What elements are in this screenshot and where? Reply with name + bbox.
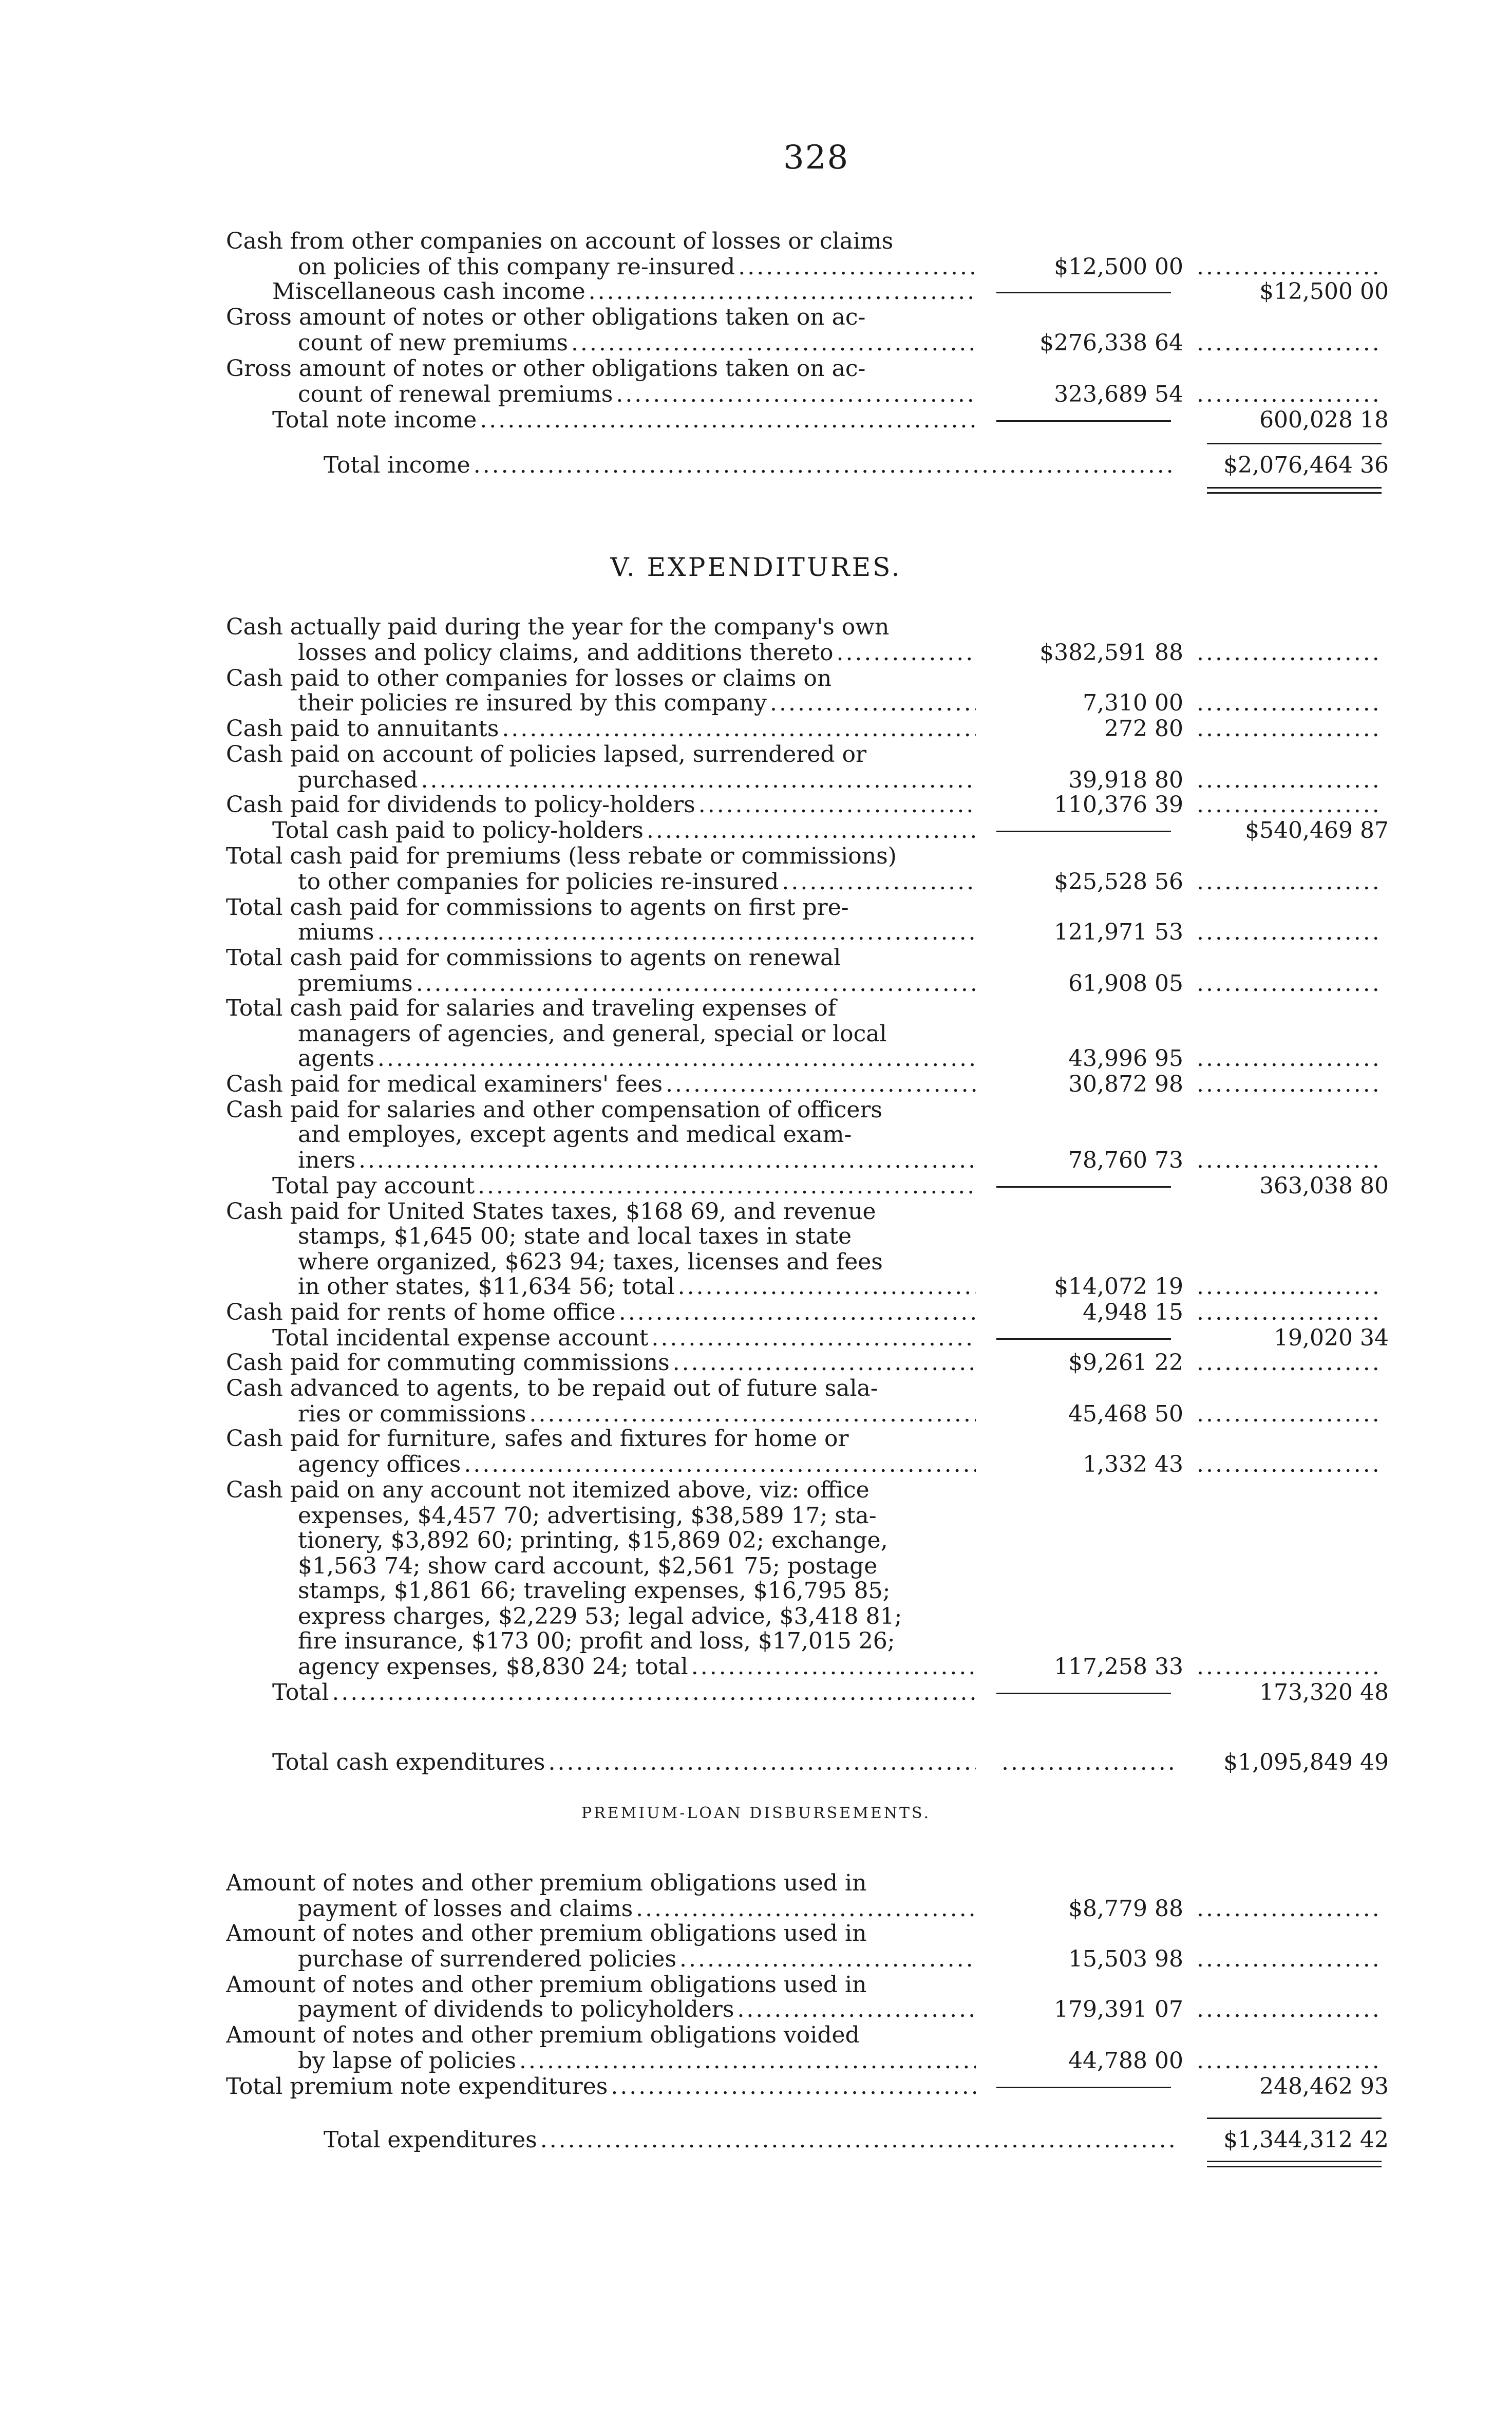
- income-row: [0, 452, 1512, 479]
- expenditure-row-label: [298, 1147, 976, 1174]
- expenditure-row-label: [298, 1553, 976, 1580]
- premium-loan-row-label: [226, 1920, 976, 1947]
- expenditure-row-label: [298, 1503, 976, 1529]
- expenditure-row-text: and employes, except agents and medical exam-: [298, 1121, 852, 1148]
- expenditure-row: [0, 741, 1512, 768]
- income-row-text: Cash from other companies on account of losses or claims: [226, 228, 894, 254]
- premium-loan-row-label: [298, 2048, 976, 2074]
- expenditure-amount: 117,258 33: [1054, 1654, 1183, 1680]
- dot-leader: [1197, 970, 1382, 997]
- expenditure-row-label: [226, 1198, 976, 1225]
- column-rule: [996, 1693, 1171, 1694]
- expenditure-row-label: [298, 1223, 976, 1250]
- total-double-rule: [1207, 2166, 1382, 2167]
- premium-loan-heading: PREMIUM-LOAN DISBURSEMENTS.: [581, 1804, 931, 1822]
- dot-leader: [770, 690, 976, 717]
- dot-leader: [1197, 1654, 1382, 1680]
- income-row-text: Total income: [324, 452, 470, 478]
- expenditure-row-text: their policies re insured by this company: [298, 690, 767, 716]
- expenditure-row-text: Cash paid on any account not itemized above, viz: office: [226, 1477, 870, 1503]
- expenditure-amount: $14,072 19: [1054, 1273, 1183, 1300]
- dot-leader: [377, 1045, 976, 1072]
- expenditure-row: [0, 894, 1512, 921]
- column-rule: [996, 1186, 1171, 1188]
- expenditure-row-label: [298, 1045, 976, 1072]
- dot-leader: [679, 1946, 976, 1973]
- expenditure-row-label: [298, 1628, 976, 1655]
- income-row: [0, 355, 1512, 382]
- dot-leader: [1197, 1350, 1382, 1376]
- dot-leader: [1197, 1045, 1382, 1072]
- expenditure-row-text: Total cash expenditures: [272, 1749, 545, 1775]
- income-row: [0, 330, 1512, 357]
- expenditure-total: $540,469 87: [1245, 817, 1389, 844]
- expenditure-row: [0, 1325, 1512, 1352]
- expenditure-row-label: [298, 767, 976, 794]
- income-row: [0, 304, 1512, 331]
- dot-leader: [464, 1451, 976, 1478]
- dot-leader: [571, 330, 976, 357]
- premium-loan-row: [0, 1996, 1512, 2023]
- dot-leader: [678, 1273, 976, 1300]
- expenditure-row-text: Total cash paid for salaries and traveling expenses of: [226, 995, 836, 1021]
- expenditure-row-text: where organized, $623 94; taxes, licenses and fees: [298, 1249, 883, 1275]
- premium-loan-row-text: Total expenditures: [324, 2127, 537, 2153]
- dot-leader: [836, 640, 976, 666]
- dot-leader: [1197, 330, 1382, 357]
- expenditure-row: [0, 665, 1512, 692]
- expenditure-row-text: Cash actually paid during the year for the company's own: [226, 614, 890, 640]
- dot-leader: [1197, 690, 1382, 717]
- expenditure-row: [0, 767, 1512, 794]
- expenditure-row-text: stamps, $1,645 00; state and local taxes in state: [298, 1223, 852, 1249]
- expenditure-row-text: managers of agencies, and general, special or local: [298, 1021, 887, 1047]
- expenditure-row: [0, 716, 1512, 742]
- expenditure-row-label: [298, 1578, 976, 1604]
- premium-loan-row: [0, 1972, 1512, 1998]
- expenditure-row-label: [226, 945, 976, 971]
- premium-loan-row-label: [226, 2073, 976, 2100]
- expenditure-amount: $9,261 22: [1068, 1350, 1183, 1376]
- expenditure-row: [0, 1679, 1512, 1706]
- income-row: [0, 254, 1512, 280]
- dot-leader: [1197, 2048, 1382, 2074]
- income-amount: 323,689 54: [1054, 381, 1183, 407]
- premium-loan-row: [0, 1920, 1512, 1947]
- dot-leader: [1197, 1147, 1382, 1174]
- expenditure-row: [0, 1249, 1512, 1276]
- expenditure-row-label: [298, 1603, 976, 1630]
- dot-leader: [1001, 1749, 1176, 1776]
- income-row-label: [226, 304, 976, 331]
- expenditure-row: [0, 1173, 1512, 1200]
- expenditure-row: [0, 1198, 1512, 1225]
- dot-leader: [1197, 1299, 1382, 1326]
- dot-leader: [530, 1401, 976, 1428]
- expenditure-amount: 45,468 50: [1068, 1401, 1183, 1427]
- expenditure-amount: 1,332 43: [1083, 1451, 1183, 1477]
- expenditure-row: [0, 1628, 1512, 1655]
- dot-leader: [691, 1654, 976, 1680]
- expenditure-row: [0, 1654, 1512, 1680]
- expenditure-row-text: Total cash paid for premiums (less rebate or commissions): [226, 843, 897, 869]
- premium-loan-row-text: Total premium note expenditures: [226, 2073, 608, 2100]
- premium-loan-row-text: Amount of notes and other premium obligations voided: [226, 2022, 860, 2048]
- expenditure-row-text: to other companies for policies re-insured: [298, 869, 779, 895]
- premium-loan-row: [0, 2048, 1512, 2074]
- expenditure-row: [0, 792, 1512, 818]
- expenditure-amount: 61,908 05: [1068, 970, 1183, 997]
- premium-loan-row: [0, 2073, 1512, 2100]
- premium-loan-row-label: [298, 1996, 976, 2023]
- dot-leader: [377, 919, 976, 946]
- expenditure-row-label: [226, 1426, 976, 1452]
- expenditure-row-text: iners: [298, 1147, 356, 1173]
- dot-leader: [616, 381, 976, 408]
- total-double-rule: [1207, 2161, 1382, 2162]
- expenditure-amount: 121,971 53: [1054, 919, 1183, 945]
- income-amount: $12,500 00: [1054, 254, 1183, 280]
- premium-loan-row-text: Amount of notes and other premium obligations used in: [226, 1972, 867, 1998]
- dot-leader: [1197, 381, 1382, 408]
- expenditure-row: [0, 1097, 1512, 1123]
- dot-leader: [548, 1749, 976, 1776]
- expenditure-row-text: Cash paid for dividends to policy-holders: [226, 792, 695, 818]
- premium-loan-row-label: [324, 2127, 1176, 2153]
- expenditure-row-label: [226, 1071, 976, 1098]
- expenditure-row-text: $1,563 74; show card account, $2,561 75; postage: [298, 1553, 878, 1579]
- dot-leader: [1197, 716, 1382, 742]
- expenditure-row-label: [298, 690, 976, 717]
- dot-leader: [1197, 1996, 1382, 2023]
- premium-loan-amount: 15,503 98: [1068, 1946, 1183, 1972]
- expenditure-row-text: Total cash paid to policy-holders: [272, 817, 644, 844]
- expenditure-row-text: expenses, $4,457 70; advertising, $38,589 17; sta-: [298, 1503, 877, 1529]
- dot-leader: [540, 2127, 1176, 2153]
- income-total: 600,028 18: [1259, 407, 1389, 433]
- expenditure-row-text: express charges, $2,229 53; legal advice, $3,418 81;: [298, 1603, 902, 1629]
- expenditure-total: 173,320 48: [1259, 1679, 1389, 1706]
- premium-loan-row-text: Amount of notes and other premium obligations used in: [226, 1920, 867, 1946]
- premium-loan-row: [0, 2127, 1512, 2153]
- dot-leader: [421, 767, 976, 794]
- premium-loan-row-text: by lapse of policies: [298, 2048, 516, 2074]
- column-rule: [996, 2087, 1171, 2088]
- expenditure-row-label: [272, 1749, 976, 1776]
- expenditure-row-label: [226, 894, 976, 921]
- expenditure-row-label: [272, 817, 976, 844]
- premium-loan-total: 248,462 93: [1259, 2073, 1389, 2100]
- expenditure-row: [0, 1527, 1512, 1554]
- expenditure-row-label: [226, 843, 976, 870]
- expenditure-row-label: [226, 792, 976, 818]
- expenditure-row-text: Cash paid to other companies for losses or claims on: [226, 665, 832, 691]
- expenditure-row-label: [298, 869, 976, 895]
- expenditure-amount: 39,918 80: [1068, 767, 1183, 793]
- expenditure-row: [0, 945, 1512, 971]
- expenditure-row-text: Total cash paid for commissions to agents on renewal: [226, 945, 841, 971]
- expenditure-row-text: Cash paid to annuitants: [226, 716, 499, 742]
- expenditure-row: [0, 1553, 1512, 1580]
- dot-leader: [1197, 919, 1382, 946]
- dot-leader: [698, 792, 976, 818]
- income-row-label: [298, 330, 976, 357]
- premium-loan-amount: 44,788 00: [1068, 2048, 1183, 2074]
- dot-leader: [666, 1071, 976, 1098]
- expenditure-row: [0, 869, 1512, 895]
- income-row: [0, 381, 1512, 408]
- dot-leader: [738, 254, 976, 280]
- income-row-text: Gross amount of notes or other obligations taken on ac-: [226, 304, 866, 330]
- expenditure-row: [0, 970, 1512, 997]
- expenditure-total: $1,095,849 49: [1223, 1749, 1389, 1775]
- dot-leader: [651, 1325, 976, 1352]
- income-row-label: [226, 355, 976, 382]
- expenditure-row: [0, 1021, 1512, 1047]
- expenditure-row-text: Cash paid for commuting commissions: [226, 1350, 670, 1376]
- expenditure-row: [0, 1223, 1512, 1250]
- expenditure-row-label: [298, 1401, 976, 1428]
- dot-leader: [1197, 767, 1382, 794]
- expenditure-amount: 7,310 00: [1083, 690, 1183, 716]
- expenditure-row-text: stamps, $1,861 66; traveling expenses, $16,795 85;: [298, 1578, 891, 1604]
- dot-leader: [737, 1996, 976, 2023]
- income-row: [0, 228, 1512, 255]
- expenditure-row: [0, 1401, 1512, 1428]
- expenditure-row-text: miums: [298, 919, 374, 945]
- expenditure-row-text: Total pay account: [272, 1173, 475, 1199]
- expenditure-row-label: [226, 1299, 976, 1326]
- expenditure-row: [0, 1121, 1512, 1148]
- expenditure-row: [0, 1426, 1512, 1452]
- income-row-label: [298, 381, 976, 408]
- expenditure-row: [0, 690, 1512, 717]
- income-total: $2,076,464 36: [1223, 452, 1389, 478]
- expenditure-row-label: [226, 665, 976, 692]
- expenditure-row-label: [298, 1527, 976, 1554]
- expenditure-row-label: [298, 970, 976, 997]
- expenditure-row-label: [298, 1121, 976, 1148]
- expenditure-row-label: [298, 1249, 976, 1276]
- expenditure-row-text: Cash advanced to agents, to be repaid out of future sala-: [226, 1375, 878, 1401]
- income-row-label: [324, 452, 1176, 479]
- expenditure-row-label: [226, 1097, 976, 1123]
- total-double-rule: [1207, 492, 1382, 494]
- dot-leader: [1197, 1896, 1382, 1922]
- expenditure-amount: 110,376 39: [1054, 792, 1183, 818]
- expenditure-row-text: purchased: [298, 767, 418, 793]
- dot-leader: [416, 970, 976, 997]
- premium-loan-amount: 179,391 07: [1054, 1996, 1183, 2022]
- expenditure-row-label: [298, 1451, 976, 1478]
- expenditure-row-label: [298, 640, 976, 666]
- expenditure-row-text: Cash paid for rents of home office: [226, 1299, 616, 1325]
- expenditure-row-label: [298, 1273, 976, 1300]
- income-row-text: Miscellaneous cash income: [272, 278, 585, 305]
- expenditure-row: [0, 1749, 1512, 1776]
- column-rule: [996, 420, 1171, 422]
- dot-leader: [1197, 640, 1382, 666]
- income-total: $12,500 00: [1259, 278, 1389, 305]
- expenditure-row-text: agency offices: [298, 1451, 461, 1477]
- expenditure-row-label: [226, 741, 976, 768]
- expenditure-total: 19,020 34: [1274, 1325, 1389, 1351]
- expenditure-row: [0, 1603, 1512, 1630]
- dot-leader: [636, 1896, 976, 1922]
- dot-leader: [480, 407, 976, 434]
- expenditure-row-label: [272, 1679, 976, 1706]
- expenditure-row: [0, 1071, 1512, 1098]
- premium-loan-row-label: [226, 1972, 976, 1998]
- expenditure-row-label: [226, 1375, 976, 1402]
- dot-leader: [358, 1147, 976, 1174]
- income-row-label: [272, 278, 976, 305]
- dot-leader: [1197, 1401, 1382, 1428]
- expenditure-amount: 4,948 15: [1083, 1299, 1183, 1325]
- expenditure-row-text: ries or commissions: [298, 1401, 526, 1427]
- income-amount: $276,338 64: [1040, 330, 1183, 356]
- expenditure-amount: 43,996 95: [1068, 1045, 1183, 1072]
- premium-loan-row: [0, 2022, 1512, 2049]
- expenditure-row-text: agency expenses, $8,830 24; total: [298, 1654, 688, 1680]
- expenditure-amount: 30,872 98: [1068, 1071, 1183, 1097]
- income-row-text: on policies of this company re-insured: [298, 254, 735, 280]
- income-row-text: count of renewal premiums: [298, 381, 613, 407]
- expenditure-row-text: fire insurance, $173 00; profit and loss, $17,015 26;: [298, 1628, 895, 1654]
- expenditure-row-text: Cash paid for furniture, safes and fixtures for home or: [226, 1426, 849, 1452]
- expenditures-heading: V. EXPENDITURES.: [610, 552, 902, 582]
- total-double-rule: [1207, 487, 1382, 489]
- premium-loan-row: [0, 1870, 1512, 1897]
- expenditure-amount: 78,760 73: [1068, 1147, 1183, 1173]
- expenditure-row-text: Cash paid on account of policies lapsed, surrendered or: [226, 741, 867, 767]
- expenditure-row: [0, 817, 1512, 844]
- page-number: 328: [783, 139, 849, 177]
- expenditure-row-text: Total incidental expense account: [272, 1325, 649, 1351]
- dot-leader: [502, 716, 976, 742]
- expenditure-row-label: [226, 614, 976, 641]
- income-row-text: Total note income: [272, 407, 477, 433]
- expenditure-row-label: [226, 1350, 976, 1376]
- income-row-text: count of new premiums: [298, 330, 568, 356]
- premium-loan-row-label: [226, 1870, 976, 1897]
- expenditure-row: [0, 1147, 1512, 1174]
- expenditure-row: [0, 843, 1512, 870]
- expenditure-row-label: [226, 716, 976, 742]
- expenditure-row-text: Cash paid for salaries and other compensation of officers: [226, 1097, 882, 1123]
- expenditure-row: [0, 919, 1512, 946]
- expenditure-row-text: losses and policy claims, and additions thereto: [298, 640, 834, 666]
- premium-loan-row: [0, 1946, 1512, 1973]
- column-rule: [996, 292, 1171, 293]
- dot-leader: [611, 2073, 976, 2100]
- income-row: [0, 278, 1512, 305]
- premium-loan-row-label: [298, 1896, 976, 1922]
- expenditure-amount: 272 80: [1104, 716, 1183, 742]
- expenditure-row-text: Total cash paid for commissions to agents on first pre-: [226, 894, 849, 921]
- premium-loan-row-text: Amount of notes and other premium obligations used in: [226, 1870, 867, 1896]
- income-row-text: Gross amount of notes or other obligations taken on ac-: [226, 355, 866, 382]
- expenditure-row-text: Cash paid for United States taxes, $168 69, and revenue: [226, 1198, 876, 1225]
- expenditure-row-label: [226, 995, 976, 1022]
- expenditure-row-text: agents: [298, 1045, 375, 1072]
- income-row-label: [272, 407, 976, 434]
- premium-loan-total: $1,344,312 42: [1223, 2127, 1389, 2153]
- dot-leader: [332, 1679, 976, 1706]
- income-row-label: [298, 254, 976, 280]
- dot-leader: [1197, 1451, 1382, 1478]
- dot-leader: [1197, 1071, 1382, 1098]
- total-rule: [1207, 443, 1382, 444]
- premium-loan-row-text: payment of dividends to policyholders: [298, 1996, 734, 2022]
- dot-leader: [1197, 1273, 1382, 1300]
- premium-loan-row-text: purchase of surrendered policies: [298, 1946, 677, 1972]
- premium-loan-row-label: [226, 2022, 976, 2049]
- expenditure-row-text: tionery, $3,892 60; printing, $15,869 02; exchange,: [298, 1527, 888, 1553]
- expenditure-row-text: premiums: [298, 970, 413, 997]
- expenditure-amount: $382,591 88: [1040, 640, 1183, 666]
- expenditure-row-text: Total: [272, 1679, 329, 1706]
- expenditure-row-label: [272, 1173, 976, 1200]
- expenditure-row: [0, 995, 1512, 1022]
- premium-loan-row-text: payment of losses and claims: [298, 1896, 633, 1922]
- income-row-label: [226, 228, 976, 255]
- dot-leader: [647, 817, 976, 844]
- expenditure-amount: $25,528 56: [1054, 869, 1183, 895]
- dot-leader: [782, 869, 976, 895]
- income-row: [0, 407, 1512, 434]
- dot-leader: [474, 452, 1176, 479]
- dot-leader: [1197, 254, 1382, 280]
- expenditure-row: [0, 1375, 1512, 1402]
- dot-leader: [589, 278, 976, 305]
- expenditure-row: [0, 1503, 1512, 1529]
- expenditure-row: [0, 1477, 1512, 1504]
- expenditure-total: 363,038 80: [1259, 1173, 1389, 1199]
- premium-loan-row-label: [298, 1946, 976, 1973]
- premium-loan-row: [0, 1896, 1512, 1922]
- dot-leader: [673, 1350, 976, 1376]
- total-rule: [1207, 2118, 1382, 2119]
- expenditure-row-label: [298, 1654, 976, 1680]
- dot-leader: [1197, 792, 1382, 818]
- expenditure-row: [0, 1451, 1512, 1478]
- expenditure-row-label: [272, 1325, 976, 1352]
- expenditure-row: [0, 614, 1512, 641]
- dot-leader: [619, 1299, 976, 1326]
- expenditure-row-text: Cash paid for medical examiners' fees: [226, 1071, 663, 1097]
- expenditure-row: [0, 1350, 1512, 1376]
- dot-leader: [1197, 1946, 1382, 1973]
- dot-leader: [1197, 869, 1382, 895]
- column-rule: [996, 831, 1171, 832]
- expenditure-row-text: in other states, $11,634 56; total: [298, 1273, 675, 1300]
- expenditure-row-label: [226, 1477, 976, 1504]
- dot-leader: [478, 1173, 976, 1200]
- expenditure-row: [0, 1578, 1512, 1604]
- expenditure-row: [0, 1045, 1512, 1072]
- expenditure-row: [0, 1299, 1512, 1326]
- expenditure-row-label: [298, 919, 976, 946]
- expenditure-row: [0, 640, 1512, 666]
- expenditure-row-label: [298, 1021, 976, 1047]
- dot-leader: [519, 2048, 976, 2074]
- premium-loan-amount: $8,779 88: [1068, 1896, 1183, 1922]
- expenditure-row: [0, 1273, 1512, 1300]
- column-rule: [996, 1338, 1171, 1340]
